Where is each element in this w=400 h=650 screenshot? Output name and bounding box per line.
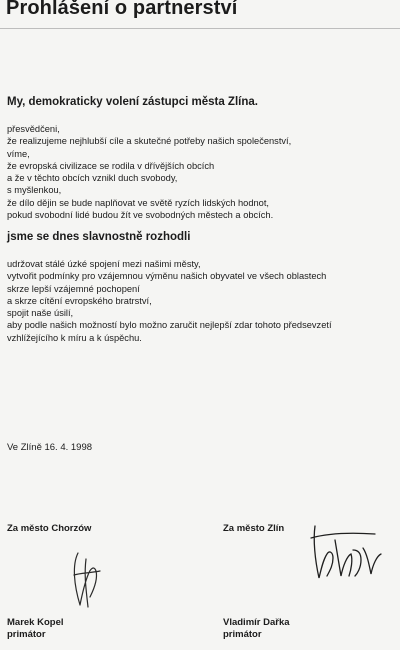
- decision-line: skrze lepší vzájemné pochopení: [7, 283, 140, 294]
- intro-line: že dílo dějin se bude naplňovat ve světě ryzích lidských hodnot,: [7, 197, 270, 208]
- handwritten-signature-zlin: [305, 520, 385, 590]
- signatory-name-zlin: [223, 617, 290, 641]
- document-title: Prohlášení o partnerství: [6, 0, 238, 19]
- decision-line: aby podle našich možností bylo možno zaručit nejlepší zdar tohoto předsevzetí: [7, 320, 332, 331]
- decision-heading: jsme se dnes slavnostně rozhodli: [7, 231, 191, 243]
- decision-line: spojit naše úsilí,: [7, 308, 74, 319]
- signatory-label-chorzow: Za město Chorzów: [7, 523, 92, 534]
- intro-paragraph: [7, 123, 397, 221]
- signatory-role: primátor: [223, 629, 262, 640]
- title-divider: [0, 28, 400, 29]
- intro-line: s myšlenkou,: [7, 185, 62, 196]
- document-date: Ve Zlíně 16. 4. 1998: [7, 442, 93, 453]
- signatory-name: Vladimír Dařka: [223, 617, 290, 628]
- intro-line: že evropská civilizace se rodila v dřívějších obcích: [7, 160, 215, 171]
- intro-line: pokud svobodní lidé budou žít ve svobodných městech a obcích.: [7, 210, 274, 221]
- intro-heading: My, demokraticky volení zástupci města Zlína.: [7, 96, 258, 108]
- handwritten-signature-chorzow: [60, 545, 110, 610]
- signatory-name-chorzow: [7, 617, 64, 641]
- signatory-name: Marek Kopel: [7, 617, 64, 628]
- intro-line: že realizujeme nejhlubší cíle a skutečné potřeby našich společenství,: [7, 136, 292, 147]
- decision-line: vzhlížejícího k míru a k úspěchu.: [7, 332, 142, 343]
- decision-paragraph: [7, 258, 397, 344]
- decision-line: a skrze cítění evropského bratrství,: [7, 295, 152, 306]
- decision-line: vytvořit podmínky pro vzájemnou výměnu našich obyvatel ve všech oblastech: [7, 271, 327, 282]
- intro-line: a že v těchto obcích vznikl duch svobody,: [7, 173, 178, 184]
- signatory-role: primátor: [7, 629, 46, 640]
- intro-line: přesvědčeni,: [7, 124, 60, 134]
- intro-line: víme,: [7, 148, 30, 159]
- signatory-label-zlin: Za město Zlín: [223, 523, 285, 534]
- decision-line: udržovat stálé úzké spojení mezi našimi městy,: [7, 259, 201, 269]
